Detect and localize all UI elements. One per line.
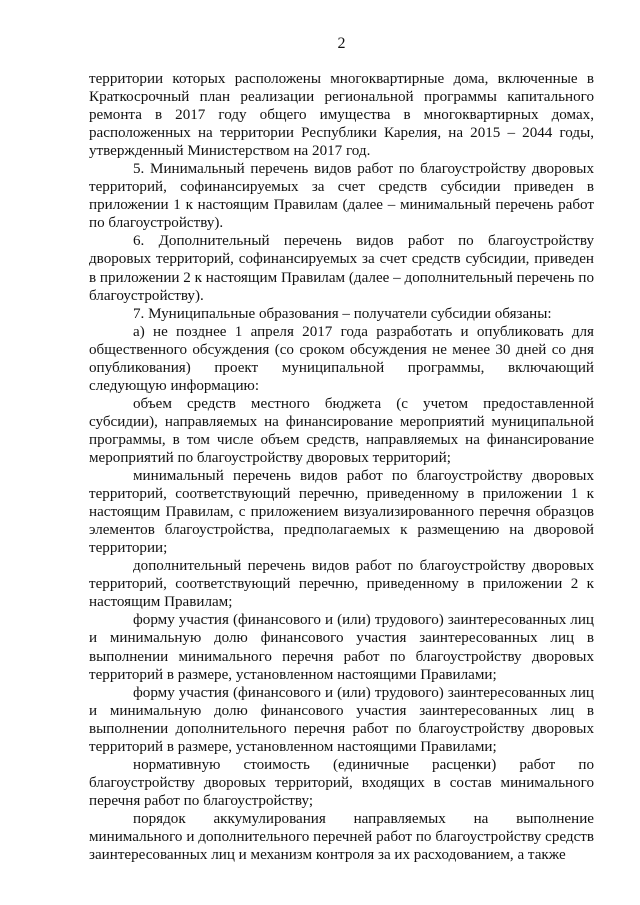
paragraph-item-6: 6. Дополнительный перечень видов работ по благоустройству дворовых территорий, софинансируемых за счет средств субсидии, приведен в приложении 2 к настоящим Правилам (далее – дополнительный перечень по благоустройству). [89,233,594,304]
paragraph-minimal-list: минимальный перечень видов работ по благоустройству дворовых территорий, соответствующий перечню, приведенному в приложении 1 к настоящим Правилам, с приложением визуализированного перечня образцов элементов благоустройства, предполагаемых к размещению на дворовой территории; [89,468,594,557]
page-number: 2 [337,35,346,52]
paragraph-item-5: 5. Минимальный перечень видов работ по благоустройству дворовых территорий, софинансируемых за счет средств субсидии приведен в приложении 1 к настоящим Правилам (далее – минимальный перечень работ по благоустройству). [89,161,594,232]
paragraph-accumulation-procedure: порядок аккумулирования направляемых на выполнение минимального и дополнительного перечней работ по благоустройству средств заинтересованных лиц и механизм контроля за их расходованием, а также [89,810,594,864]
paragraph-participation-minimal: форму участия (финансового и (или) трудового) заинтересованных лиц и минимальную долю финансового участия заинтересованных лиц в выполнении минимального перечня работ по благоустройству дворовых территорий в размере, установленном настоящими Правилами; [89,612,594,683]
paragraph-normative-cost: нормативную стоимость (единичные расценки) работ по благоустройству дворовых территорий, входящих в состав минимального перечня работ по благоустройству; [89,756,594,809]
paragraph-additional-list: дополнительный перечень видов работ по благоустройству дворовых территорий, соответствующий перечню, приведенному в приложении 2 к настоящим Правилам; [89,558,594,611]
paragraph-item-7a: а) не позднее 1 апреля 2017 года разработать и опубликовать для общественного обсуждения (со сроком обсуждения не менее 30 дней со дня опубликования) проект муниципальной программы, включающий следующую информацию: [89,323,594,394]
paragraph-budget-volume: объем средств местного бюджета (с учетом предоставленной субсидии), направляемых на финансирование мероприятий муниципальной программы, в том числе объем средств, направляемых на финансирование мероприятий по благоустройству дворовых территорий; [89,395,594,466]
paragraph-continuation: территории которых расположены многоквартирные дома, включенные в Краткосрочный план реализации региональной программы капитального ремонта в 2017 году общего имущества в многоквартирных домах, расположенных на территории Республики Карелия, на 2015 – 2044 годы, утвержденный Министерством на 2017 год. [89,71,594,160]
paragraph-item-7: 7. Муниципальные образования – получатели субсидии обязаны: [133,305,552,322]
paragraph-participation-additional: форму участия (финансового и (или) трудового) заинтересованных лиц и минимальную долю финансового участия заинтересованных лиц в выполнении дополнительного перечня работ по благоустройству дворовых территорий в размере, установленном настоящими Правилами; [89,684,594,755]
